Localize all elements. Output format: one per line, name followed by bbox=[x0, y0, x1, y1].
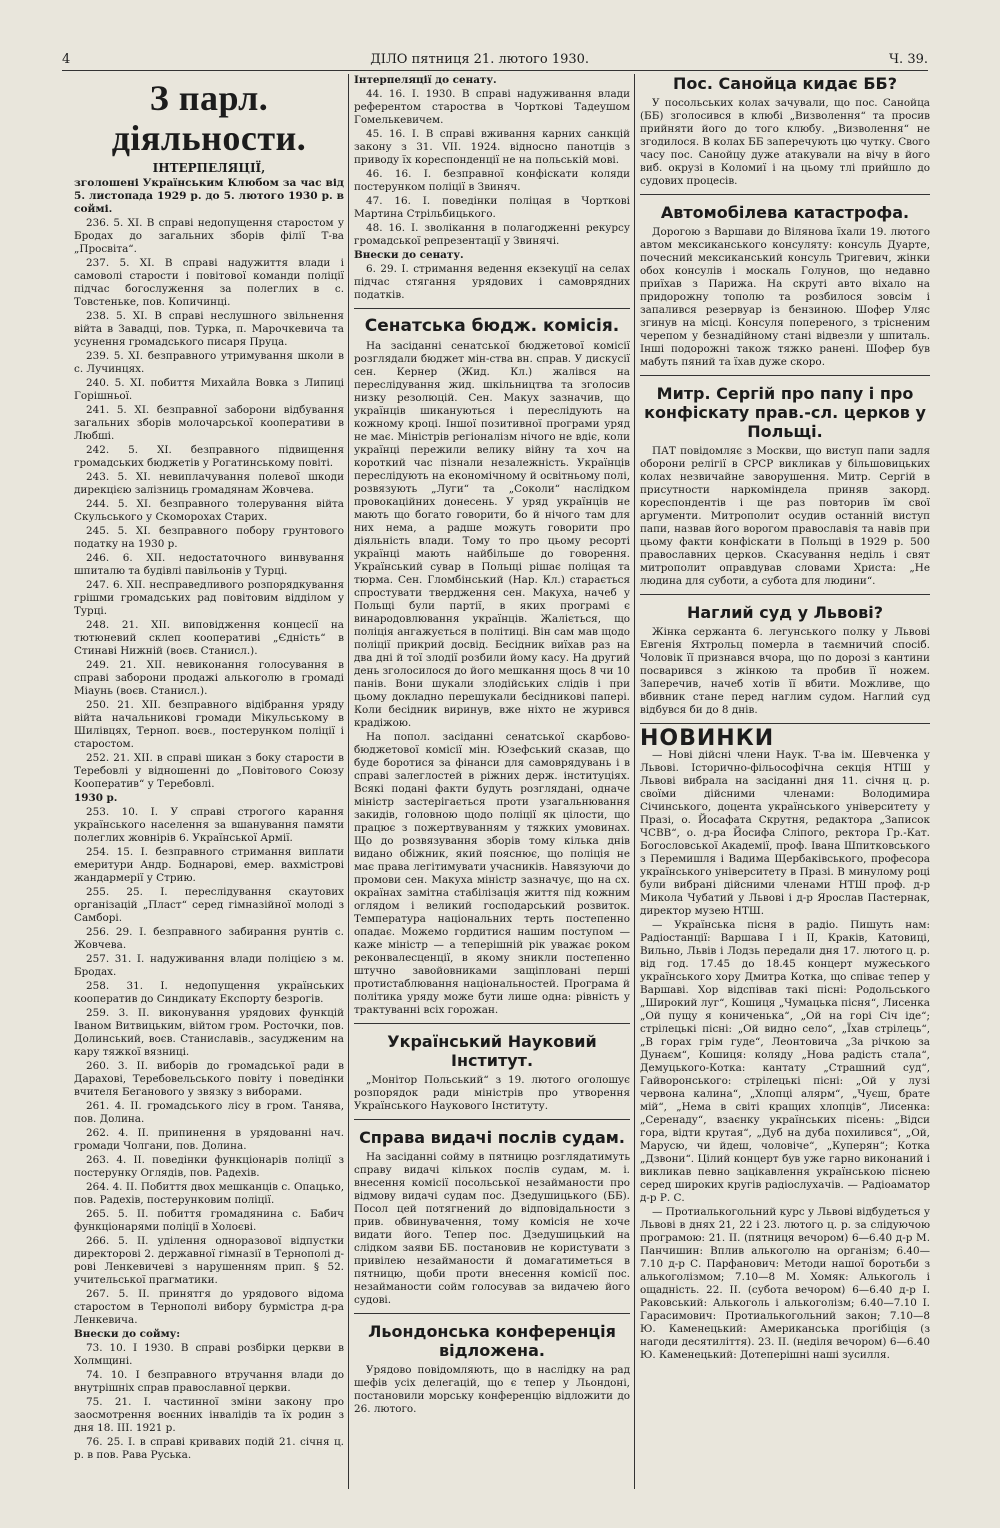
list-item: 47. 16. I. поведінки поліцая в Чорткові Мартина Стрільбицького. bbox=[354, 195, 630, 220]
article-title: Пос. Санойца кидає ББ? bbox=[672, 74, 898, 93]
list-item: 242. 5. XI. безправного підвищення громадських бюджетів у Рогатинському повіті. bbox=[74, 444, 344, 469]
separator bbox=[640, 723, 930, 724]
list-item: 238. 5. XI. В справі неслушного звільнення війта в Завадці, пов. Турка, п. Марочкевича та усунення громадського писаря Пруца. bbox=[74, 310, 344, 348]
article-paragraph: У посольських колах зачували, що пос. Санойца (ББ) зголосився в клюбі „Визволення“ та просив прийняти його до того клюбу. „Визволення“ не згодилося. В колах ББ заперечують цю чутку. Свого часу пос. Санойцу дуже атакували на вічу в його виб. окрузі в Коломиї і на цьому тлі прийшло до судових процесів. bbox=[640, 97, 930, 187]
list-item: 240. 5. XI. побиття Михайла Вовка з Липиці Горішньої. bbox=[74, 377, 344, 402]
list-item: 236. 5. XI. В справі недопущення старостом у Бродах до загальних зборів філії Т-ва „Просвіта“. bbox=[74, 217, 344, 255]
list-item: 259. 3. II. виконування урядових функцій Іваном Витвицьким, війтом гром. Росточки, пов. Долинський, воєв. Станиславів., засудженим на кару тяжкої вязниці. bbox=[74, 1007, 344, 1058]
list-item: 264. 4. II. Побиття двох мешканців с. Опацько, пов. Радехів, постерунковим поліції. bbox=[74, 1181, 344, 1206]
list-item: 73. 10. I 1930. В справі розбірки церкви в Холмщині. bbox=[74, 1342, 344, 1367]
list-item: 256. 29. I. безправного забирання рунтів с. Жовчева. bbox=[74, 926, 344, 951]
senate-interpellations-heading: Інтерпеляції до сенату. bbox=[354, 74, 497, 86]
separator bbox=[354, 308, 630, 309]
list-item: 6. 29. I. стримання ведення екзекуції на селах підчас стягання урядових і самоврядних податків. bbox=[354, 263, 630, 301]
section-subtitle: ІНТЕРПЕЛЯЦІЇ, bbox=[152, 161, 266, 175]
article-paragraph: Жінка сержанта 6. легунського полку у Львові Евгенія Яхтрольц померла в таємничий спосіб. Чоловік її признався вчора, що по дорозі з кантини посварився з жінкою та пробив її ножем. Заперечив, начеб хотів її вбити. Можливе, що вбивник стане перед наглим судом. Наглий суд відбувся би до 8 днів. bbox=[640, 626, 930, 716]
separator bbox=[640, 194, 930, 195]
list-item: 246. 6. XII. недостаточного винвування шпиталю та будівлі павільонів у Турці. bbox=[74, 552, 344, 577]
list-item: 241. 5. XI. безправної заборони відбування загальних зборів молочарської кооперативи в Любші. bbox=[74, 404, 344, 442]
separator bbox=[640, 375, 930, 376]
page-header bbox=[62, 50, 928, 71]
list-item: 44. 16. I. 1930. В справі надуживання влади референтом староства в Чорткові Тадеушом Гомелькевичем. bbox=[354, 88, 630, 126]
motions-list bbox=[74, 1342, 344, 1462]
issue-number: Ч. 39. bbox=[889, 51, 928, 67]
list-item: 260. 3. II. виборів до громадської ради в Дарахові, Теребовельського повіту і поведінки вчителя Беганового у звязку з виборами. bbox=[74, 1060, 344, 1098]
article-title: Український Науковий Інститут. bbox=[387, 1032, 597, 1070]
list-item: 252. 21. XII. в справі шикан з боку старости в Теребовлі у відношенні до „Повітового Союзу Кооператив“ у Теребовлі. bbox=[74, 752, 344, 790]
list-item: 248. 21. XII. виповідження концесії на тютюневий склеп кооперативі „Єдність“ в Стинаві Нижній (воєв. Станисл.). bbox=[74, 619, 344, 657]
list-item: 261. 4. II. громадського лісу в гром. Танява, пов. Долина. bbox=[74, 1100, 344, 1125]
column-3 bbox=[640, 74, 930, 1363]
list-item: 255. 25. I. переслідування скаутових організацій „Пласт“ серед гімназійної молоді з Самборі. bbox=[74, 886, 344, 924]
separator bbox=[354, 1313, 630, 1314]
list-item: 45. 16. I. В справі вживання карних санкцій закону з 31. VII. 1924. відносно панотців з приводу їх кореспонденції не на польській мові. bbox=[354, 128, 630, 166]
separator bbox=[354, 1119, 630, 1120]
list-item: 245. 5. XI. безправного побору грунтового податку на 1930 р. bbox=[74, 525, 344, 550]
news-item: — Протиалькогольний курс у Львові відбудеться у Львові в днях 21, 22 і 23. лютого ц. р. за слідуючою програмою: 21. II. (пятниця вечором) 6—6.40 д-р М. Панчишин: Вплив алькоголю на організм; 6.40—7.10 д-р С. Парфанович: Методи нашої боротьби з алькоголізмом; 7.10—8 М. Хомяк: Алькоголь і ощадність. 22. II. (субота вечором) 6—6.40 д-р I. Раковський: Алькоголь і алькоголізм; 6.40—7.10 I. Гарасимович: Протиалькогольний закон; 7.10—8 Ю. Каменецький: Американська прогібіція (з нагоди десятиліття). 23. II. (неділя вечором) 6—6.40 Ю. Каменецький: Дотеперішні наші зусилля. bbox=[640, 1206, 930, 1361]
list-item: 75. 21. I. частинної зміни закону про заосмотрення воєнних інвалідів та їх родин з дня 18. III. 1921 р. bbox=[74, 1396, 344, 1434]
list-item: 76. 25. I. в справі кривавих подій 21. січня ц. р. в пов. Рава Руська. bbox=[74, 1436, 344, 1461]
column-divider bbox=[348, 74, 349, 1489]
list-item: 258. 31. I. недопущення українських кооператив до Синдикату Експорту безрогів. bbox=[74, 980, 344, 1005]
list-item: 262. 4. II. припинення в урядованні нач. громади Чолгани, пов. Долина. bbox=[74, 1127, 344, 1152]
list-item: 265. 5. II. побиття громадянина с. Бабич функціонарями поліції в Холоєві. bbox=[74, 1208, 344, 1233]
interpellation-list bbox=[74, 217, 344, 791]
article-title: Наглий суд у Львові? bbox=[686, 603, 884, 622]
list-item: 257. 31. I. надуживання влади поліцією з м. Бродах. bbox=[74, 953, 344, 978]
list-item: 48. 16. I. зволікання в полагодженні рекурсу громадської репрезентації у Звинячі. bbox=[354, 222, 630, 247]
list-item: 253. 10. I. У справі строгого карання українського населення за вшанування памяти полеглих жовнірів 6. Української Армії. bbox=[74, 806, 344, 844]
article-paragraph: Дорогою з Варшави до Вілянова їхали 19. лютого автом мексиканського консуляту: консуль Дуарте, почесний мексиканський консуль Тригевич, жінки обох консулів і москаль Голунов, що недавно приїхав з Парижа. На скруті авто віхало на придорожну тополю та розбилося зовсім і запалився резервуар із бензиною. Шофер Уляс згинув на місці. Консуля попереного, з трісненим черепом у безнадійному стані відвезли у шпиталь. Інші подорожні також тяжко ранені. Шофер був мабуть пяний та їхав дуже скоро. bbox=[640, 226, 930, 368]
separator bbox=[640, 594, 930, 595]
article-paragraph: На засіданні сенатської бюджетової комісії розглядали бюджет мін-ства вн. справ. У дискусії сен. Кернер (Жид. Кл.) жалівся на переслідування жид. шкільництва та зголосив низку резолюцій. Сен. Макух зазначив, що українців шикануються і переслідують на кожному кроці. Іншої позитивної програми уряд не має. Міністрів регіоналізм нічого не вдіє, коли українці пережили велику війну та хоч на короткий час пізнали незалежність. Українців переслідують на економічному й освітньому полі, розвязують „Луги“ та „Соколи“ наслідком провокаційних донесень. У уряд українців не мають що богато говорити, бо й нічого там для них нема, а радше можуть говорити про діяльність влади. Тому то про цьому ресорті українці мають найбільше до говорення. Український сувар в Польщі рішає поліцая та тюрма. Сен. Гломбінський (Нар. Кл.) старається спростувати твердження сен. Макуха, начеб у Польщі були партії, в яких програмі є винародовлювання українців. Жаліється, що поліція ангажується в політиці. Він сам мав щодо поліції прикрий досвід. Бесідник виїхав раз на два дні й тої злодії розбили йому касу. На другий день зголосилося до його мешкання щось 8 чи 10 панів. Вони шукали злодійських слідів і при цьому докладно перешукали бесідникові папері. Коли бесідник виринув, вже ніхто не журився крадіжою. bbox=[354, 340, 630, 729]
article-paragraph: Урядово повідомляють, що в наслідку на рад шефів усіх делегацій, що є тепер у Льондоні, постановили морську конференцію відложити до 26. лютого. bbox=[354, 1364, 630, 1415]
column-1 bbox=[74, 74, 344, 1463]
article-title: Сенатська бюдж. комісія. bbox=[364, 316, 620, 336]
article-paragraph: „Монітор Польський“ з 19. лютого оголошує розпорядок ради міністрів про утворення Українського Наукового Інституту. bbox=[354, 1074, 630, 1112]
article-title: Автомобілева катастрофа. bbox=[660, 203, 910, 222]
list-item: 244. 5. XI. безправного толерування війта Скульського у Скоморохах Старих. bbox=[74, 498, 344, 523]
list-item: 267. 5. II. принятгя до урядового відома старостом в Тернополі вибору бурмістра д-ра Ленкевича. bbox=[74, 1288, 344, 1326]
article-title: З парл. діяльности. bbox=[111, 78, 307, 158]
article-title: Митр. Сергій про папу і про конфіскату прав.-сл. церков у Польщі. bbox=[644, 384, 926, 441]
news-item: — Нові дійсні члени Наук. Т-ва ім. Шевченка у Львові. Історично-фільософічна секція НТШ у Львові вибрала на засіданні дня 11. січня ц. р. своїми дійсними членами: Володимира Січинського, доцента українського університету у Празі, о. Йосафата Скрутня, редактора „Записок ЧСВВ“, о. д-ра Йосифа Сліпого, ректора Гр.-Кат. Богословської Академії, проф. Івана Шпитковського з Перемишля і Вадима Щербаківського, професора українського університету в Празі. В минулому році були вибрані дійсними членами НТШ проф. д-р Микола Чубатий у Львові і д-р Ярослав Пастернак, директор музею НТШ. bbox=[640, 749, 930, 917]
article-paragraph: ПАТ повідомляє з Москви, що виступ папи задля оборони релігії в СРСР викликав у більшовицьких колах незвичайне заворушення. Митр. Сергій в присутности наркоміндела приняв закорд. кореспондентів і ще раз повторив їм свої аргументи. Митрополит осудив останній виступ папи, назвав його ворогом православія та навів при цьому факти конфіскати в Польщі в 1929 р. 500 православних церков. Скасування неділь і свят митрополит оправдував словами Христа: „Не людина для суботи, а субота для людини“. bbox=[640, 445, 930, 587]
list-item: 239. 5. XI. безправного утримування школи в с. Лучинцях. bbox=[74, 350, 344, 375]
separator bbox=[354, 1023, 630, 1024]
list-item: 250. 21. XII. безправного відібрання уряду війта начальникові громади Мікульському в Шилівцях, Терноп. воєв., постерунком поліції і старостом. bbox=[74, 699, 344, 750]
list-item: 237. 5. XI. В справі надужиття влади і самоволі старости і повітової команди поліції підчас богослуження за полеглих в с. Товстеньке, пов. Копичинці. bbox=[74, 257, 344, 308]
year-heading: 1930 р. bbox=[74, 792, 118, 804]
list-item: 74. 10. I безправного втручання влади до внутрішніх справ православної церкви. bbox=[74, 1369, 344, 1394]
column-2 bbox=[354, 74, 630, 1417]
interpellation-list-1930 bbox=[74, 806, 344, 1327]
list-item: 263. 4. II. поведінки функціонарів поліції з постерунку Оглядів, пов. Радехів. bbox=[74, 1154, 344, 1179]
list-item: 254. 15. I. безправного стримання виплати емеритури Андр. Боднарові, емер. вахмістрові жандармерії у Стрию. bbox=[74, 846, 344, 884]
list-item: 266. 5. II. уділення одноразової відпустки директорові 2. державної гімназії в Тернополі д-рові Ленкевичеві з нарушенням прип. § 52. учительської прагматики. bbox=[74, 1235, 344, 1286]
list-item: 249. 21. XII. невиконання голосування в справі заборони продажі алькоголю в громаді Міаунь (воєв. Станисл.). bbox=[74, 659, 344, 697]
list-item: 243. 5. XI. невиплачування полевої шкоди дирекцією залізниць громадянам Жовчева. bbox=[74, 471, 344, 496]
masthead: ДІЛО пятниця 21. лютого 1930. bbox=[370, 51, 590, 67]
news-item: — Українська пісня в радіо. Пишуть нам: Радіостанції: Варшава I і II, Краків, Катовиці, Вильно, Львів і Лодзь передали дня 17. лютого ц. р. від год. 17.45 до 18.45 концерт мужеського українського хору Дмитра Котка, що співає тепер у Варшаві. Хор відспівав такі пісні: Родольського „Широкий луг“, Кошиця „Чумацька пісня“, Лисенка „Ой пущу я кониченька“, „Ой на горі Січ іде“; стрілецькі пісні: „Ой видно село“, „Їхав стрілець“, „В горах грім гуде“, Леонтовича „За річкою за Дунаєм“, Кошиця: коляду „Нова радість стала“, Демуцького-Котка: кантату „Страшний суд“, Гайворонського: стрілецькі пісні: „Ой у лузі червона калина“, „Хлопці алярм“, „Чуєш, брате мій“, „Нема в світі кращих хлопців“, Лисенка: „Серенаду“, взаєнку українських пісень: „Відси гора, відти крутая“, „Дуб на дуба похилився“, „Ой, Марусю, чи йдеш, чоловіче“, „Куперян“; Котка „Дзвони“. Цілий концерт був уже гарно виконаний і викликав певно зацікавлення українською піснею серед широких кругів радіослухачів. — Радіоаматор д-р Р. С. bbox=[640, 919, 930, 1204]
motions-heading: Внески до сойму: bbox=[74, 1328, 181, 1340]
article-paragraph: На попол. засіданні сенатської скарбово-бюджетової комісії мін. Юзефський сказав, що буде боротися за фінанси для самоврядувань і в справі залеглостей в ріжних держ. інституціях. Всякі подані факти будуть розглядані, одначе міністр застерігається проти узагальнювання закидів, головною щодо поліції як цілости, що працює з пожертвуванням у тяжких умовинах. Що до розвязування зборів тому кілька днів видано обіжник, який пояснює, що поліція не має права легітимувати учасників. Навязуючи до промови сен. Макуха міністр зазначує, що на сх. окраїнах замітна стабілізація життя під кожним оглядом і великий господарський розвиток. Температура національних терть постепенно опадає. Можемо гордитися нашим поступом — каже міністр — а теперішній рік уважає роком реконвалесценції, в якому зникли постепенно штучно завойовниками защіпловані перші протистаблювання національностей. Програма й політика уряду може бути лише одна: рівність у трактуванні всіх горожан. bbox=[354, 731, 630, 1016]
article-title: Справа видачі послів судам. bbox=[359, 1128, 625, 1147]
article-lead: зголошені Українським Клюбом за час від 5. листопада 1929 р. до 5. лютого 1930 р. в соймі. bbox=[74, 177, 344, 215]
article-title: Льондонська конференція відложена. bbox=[368, 1322, 616, 1360]
senate-motions-heading: Внески до сенату. bbox=[354, 249, 464, 261]
article-paragraph: На засіданні сойму в пятницю розглядатимуть справу видачі кількох послів судам, м. і. внесення комісії посольської незайманости про відмову видачі судам пос. Дзедушицького (ББ). Посол цей потягнений до відповідальности з прив. обвинувачення, тому комісія не хоче видати його. Тепер пос. Дзедушицький на слідком заяви ББ. постановив не користувати з привілею незайманости й домагатиметься в пятницю, щоби проти внесення комісії пос. незайманости сойм голосував за видачею його судові. bbox=[354, 1151, 630, 1306]
list-item: 247. 6. XII. несправедливого розпорядкування грішми громадських рад повітовим відділом у Турці. bbox=[74, 579, 344, 617]
list-item: 46. 16. I. безправної конфіскати коляди постерунком поліції в Звиняч. bbox=[354, 168, 630, 193]
page-number: 4 bbox=[62, 51, 71, 67]
news-section-title: НОВИНКИ bbox=[640, 726, 775, 751]
column-divider bbox=[634, 74, 635, 1489]
